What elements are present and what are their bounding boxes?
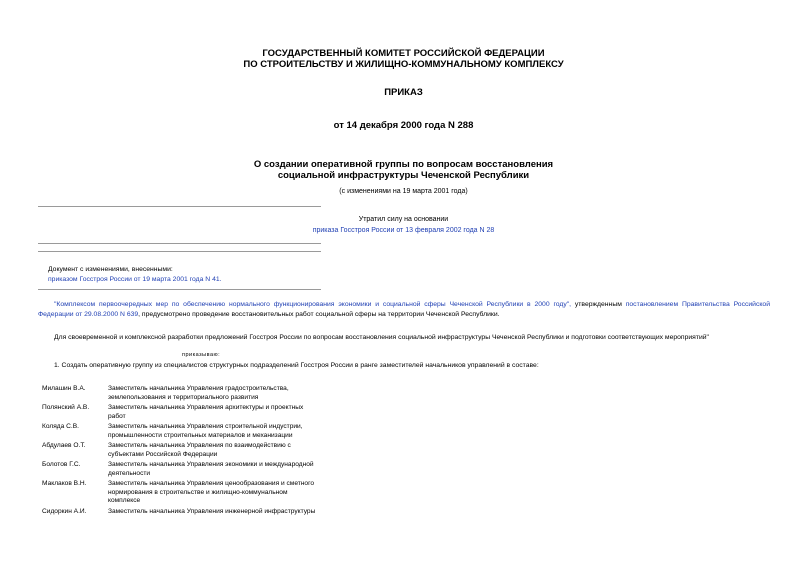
divider [38,206,321,207]
table-row [42,423,320,442]
agency-name-line2: ПО СТРОИТЕЛЬСТВУ И ЖИЛИЩНО-КОММУНАЛЬНОМУ КОМПЛЕКСУ [243,59,564,70]
member-name: Маклаков В.Н. [42,480,87,487]
changes-note: (с изменениями на 19 марта 2001 года) [339,188,468,195]
member-name: Болотов Г.С. [42,461,81,468]
program-link[interactable]: "Комплексом первоочередных мер по обеспечению нормального функционирования экономики и социальной сферы Чеченской Республики в 2000 году", [54,301,572,308]
member-name: Полянский А.В. [42,404,90,411]
member-position: Заместитель начальника Управления ценообразования и сметного нормирования в строительстве и жилищно-коммунальном комплексе [108,480,315,504]
table-row [42,404,320,423]
changes-label: Документ с изменениями, внесенными: [48,266,173,273]
member-position: Заместитель начальника Управления по взаимодействию с субъектами Российской Федерации [108,442,291,458]
table-row [42,480,320,508]
paragraph-2: Для своевременной и комплексной разработки предложений Госстроя России по вопросам восстановления социальной инфраструктуры Чеченской Республики и подготовки соответствующих мероприятий" [54,334,709,341]
document-title-line1: О создании оперативной группы по вопросам восстановления [253,159,554,170]
divider [38,243,321,244]
member-name: Сидоркин А.И. [42,508,87,515]
lost-force-link[interactable]: приказа Госстроя России от 13 февраля 2002 года N 28 [312,227,495,234]
table-row [42,508,320,518]
paragraph-1: "Комплексом первоочередных мер по обеспечению нормального функционирования экономики и социальной сферы Чеченской Республики в 2000 году", утвержденным постановлением Правительства Российской Федерации от 29.08.2000 N 639, предусмотрено проведение восстановительных работ социальной сферы на территории Чеченской Республики. [38,301,771,318]
document-date-number: от 14 декабря 2000 года N 288 [333,120,474,131]
agency-name-line1: ГОСУДАРСТВЕННЫЙ КОМИТЕТ РОССИЙСКОЙ ФЕДЕРАЦИИ [262,48,545,59]
resolution-link[interactable]: постановлением Правительства Российской Федерации от 29.08.2000 N 639 [38,301,771,318]
members-table [42,385,320,518]
document-type: ПРИКАЗ [384,87,423,98]
lost-force-text: Утратил силу на основании [358,216,449,223]
divider [38,251,321,252]
document-title-line2: социальной инфраструктуры Чеченской Республики [277,170,530,181]
member-name: Абдулаев О.Т. [42,442,86,449]
member-position: Заместитель начальника Управления градостроительства, землепользования и территориального развития [108,385,289,401]
table-row [42,442,320,461]
item-1: 1. Создать оперативную группу из специалистов структурных подразделений Госстроя России в ранге заместителей начальников управлений в составе: [54,362,539,369]
divider [38,289,321,290]
order-word: приказываю: [182,352,221,358]
table-row [42,461,320,480]
member-position: Заместитель начальника Управления инженерной инфраструктуры [108,508,316,515]
member-position: Заместитель начальника Управления экономики и международной деятельности [108,461,314,477]
member-position: Заместитель начальника Управления архитектуры и проектных работ [108,404,304,420]
table-row [42,385,320,404]
member-position: Заместитель начальника Управления строительной индустрии, промышленности строительных материалов и механизации [108,423,303,439]
changes-link[interactable]: приказом Госстроя России от 19 марта 2001 года N 41. [48,276,222,283]
member-name: Милашин В.А. [42,385,86,392]
member-name: Коляда С.В. [42,423,79,430]
